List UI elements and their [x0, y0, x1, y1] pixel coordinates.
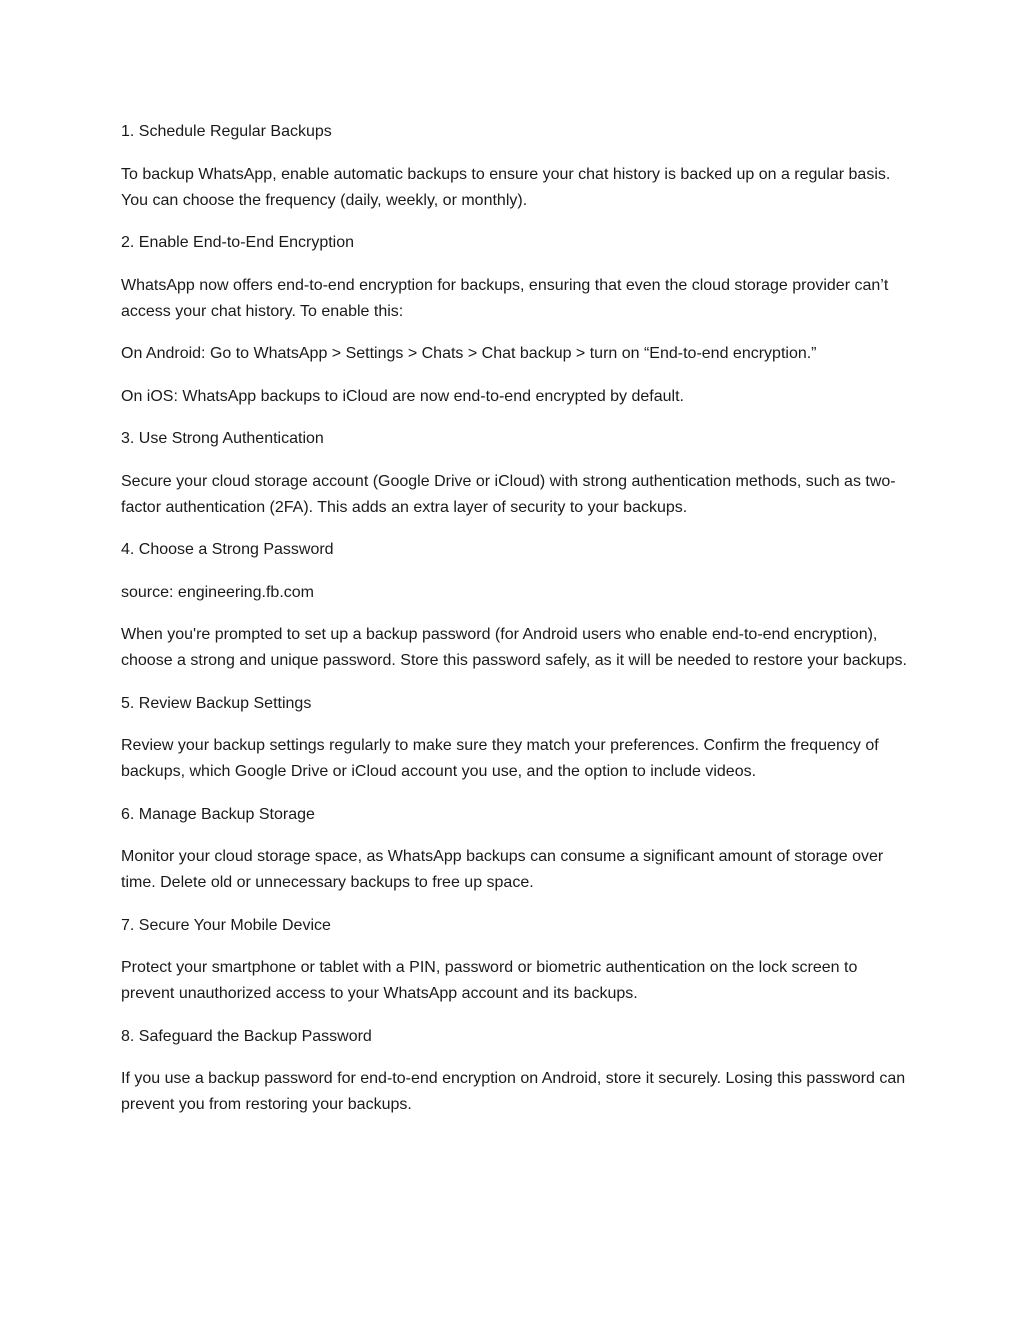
section-heading-3: 3. Use Strong Authentication — [121, 430, 324, 447]
paragraph-manage-storage: Monitor your cloud storage space, as WhatsApp backups can consume a significant amount of storage over time. Delete old or unnecessary backups to free up space. — [121, 848, 884, 891]
section-heading-2: 2. Enable End-to-End Encryption — [121, 234, 355, 251]
paragraph-secure-device: Protect your smartphone or tablet with a PIN, password or biometric authentication on the lock screen to prevent unauthorized access to your WhatsApp account and its backups. — [121, 959, 858, 1002]
paragraph-safeguard-password: If you use a backup password for end-to-end encryption on Android, store it securely. Losing this password can prevent you from restoring your backups. — [121, 1070, 906, 1113]
paragraph-backup-password: When you're prompted to set up a backup password (for Android users who enable end-to-end encryption), choose a strong and unique password. Store this password safely, as it will be needed to restore your backups. — [121, 626, 907, 669]
paragraph-ios-note: On iOS: WhatsApp backups to iCloud are now end-to-end encrypted by default. — [121, 387, 684, 405]
section-heading-1: 1. Schedule Regular Backups — [121, 123, 332, 140]
paragraph-encryption-intro: WhatsApp now offers end-to-end encryption for backups, ensuring that even the cloud storage provider can’t access your chat history. To enable this: — [121, 276, 889, 320]
section-heading-7: 7. Secure Your Mobile Device — [121, 916, 331, 934]
section-heading-8: 8. Safeguard the Backup Password — [121, 1027, 372, 1045]
section-heading-5: 5. Review Backup Settings — [121, 694, 312, 712]
paragraph-android-steps: On Android: Go to WhatsApp > Settings > Chats > Chat backup > turn on “End-to-end encryption.” — [121, 345, 817, 362]
section-heading-6: 6. Manage Backup Storage — [121, 805, 315, 823]
source-line: source: engineering.fb.com — [121, 583, 314, 601]
paragraph-review-settings: Review your backup settings regularly to make sure they match your preferences. Confirm the frequency of backups, which Google Drive or iCloud account you use, and the option to include videos. — [121, 737, 879, 780]
document-body — [121, 119, 911, 1135]
section-heading-4: 4. Choose a Strong Password — [121, 541, 334, 558]
paragraph-authentication: Secure your cloud storage account (Google Drive or iCloud) with strong authentication methods, such as two-factor authentication (2FA). This adds an extra layer of security to your backups. — [121, 472, 896, 516]
paragraph-backup-schedule: To backup WhatsApp, enable automatic backups to ensure your chat history is backed up on a regular basis. You can choose the frequency (daily, weekly, or monthly). — [121, 165, 891, 209]
